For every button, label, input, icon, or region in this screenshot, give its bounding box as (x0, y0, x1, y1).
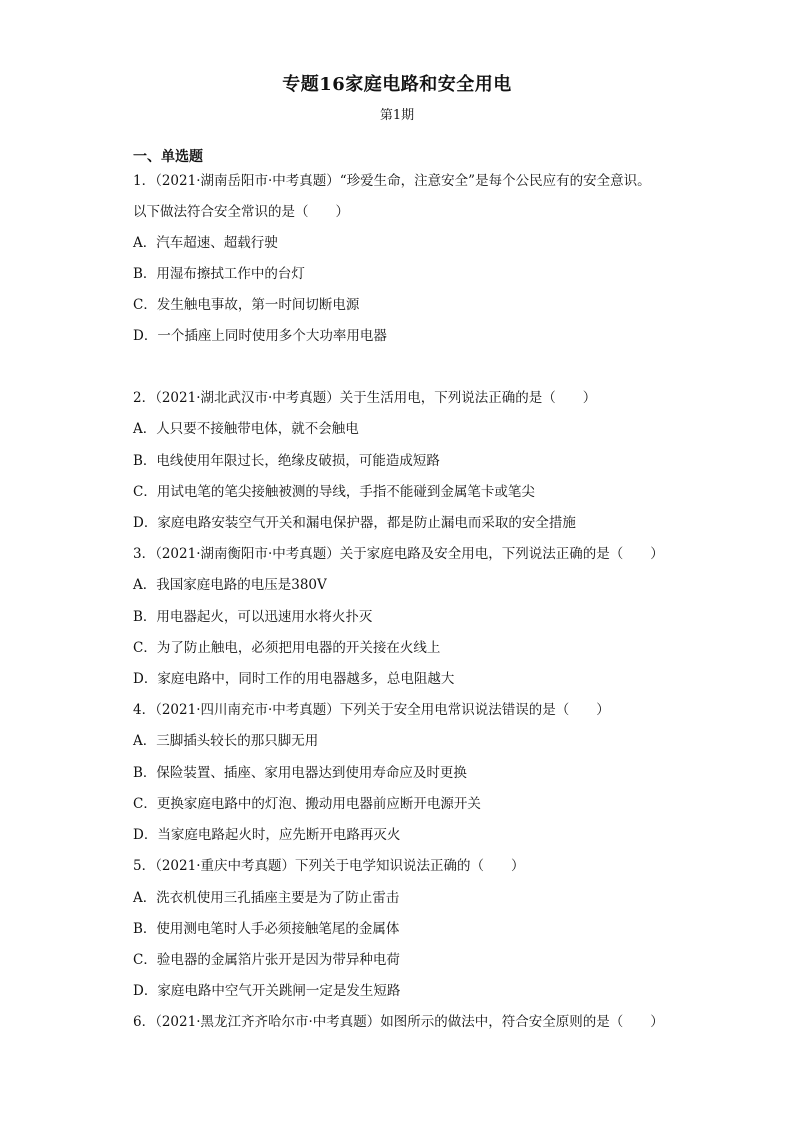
question-3-stem: 3．（2021·湖南衡阳市·中考真题）关于家庭电路及安全用电，下列说法正确的是（ ） (133, 546, 664, 562)
question-2-option-d: D．家庭电路安装空气开关和漏电保护器，都是防止漏电而采取的安全措施 (133, 515, 576, 531)
question-2-stem: 2．（2021·湖北武汉市·中考真题）关于生活用电，下列说法正确的是（ ） (133, 390, 597, 406)
page-title: 专题16家庭电路和安全用电 (282, 74, 512, 95)
question-1-option-b: B．用湿布擦拭工作中的台灯 (133, 266, 305, 282)
question-6-stem: 6．（2021·黑龙江齐齐哈尔市·中考真题）如图所示的做法中，符合安全原则的是（ ） (133, 1014, 664, 1030)
question-1-option-d: D．一个插座上同时使用多个大功率用电器 (133, 328, 387, 344)
question-1-option-c: C．发生触电事故，第一时间切断电源 (133, 297, 360, 313)
page-subtitle: 第1期 (379, 108, 415, 123)
question-2-option-b: B．电线使用年限过长，绝缘皮破损，可能造成短路 (133, 453, 440, 469)
question-1-stem: 1．（2021·湖南岳阳市·中考真题）“珍爱生命，注意安全”是每个公民应有的安全意识。 (133, 173, 651, 189)
question-3-option-b: B．用电器起火，可以迅速用水将火扑灭 (133, 609, 373, 625)
question-4-option-b: B．保险装置、插座、家用电器达到使用寿命应及时更换 (133, 765, 467, 781)
question-5-option-b: B．使用测电笔时人手必须接触笔尾的金属体 (133, 921, 400, 937)
question-3-option-c: C．为了防止触电，必须把用电器的开关接在火线上 (133, 640, 441, 656)
question-1-stem-cont: 以下做法符合安全常识的是（ ） (133, 204, 349, 220)
question-5-option-d: D．家庭电路中空气开关跳闸一定是发生短路 (133, 983, 401, 999)
question-4-stem: 4．（2021·四川南充市·中考真题）下列关于安全用电常识说法错误的是（ ） (133, 702, 610, 718)
question-3-option-a: A．我国家庭电路的电压是380V (133, 577, 327, 593)
question-2-option-c: C．用试电笔的笔尖接触被测的导线，手指不能碰到金属笔卡或笔尖 (133, 484, 535, 500)
section-heading: 一、单选题 (133, 149, 203, 165)
question-1-option-a: A．汽车超速、超载行驶 (133, 235, 278, 251)
question-5-option-c: C．验电器的金属箔片张开是因为带异种电荷 (133, 952, 400, 968)
question-3-option-d: D．家庭电路中，同时工作的用电器越多，总电阻越大 (133, 671, 455, 687)
question-4-option-d: D．当家庭电路起火时，应先断开电路再灭火 (133, 827, 401, 843)
question-2-option-a: A．人只要不接触带电体，就不会触电 (133, 421, 359, 437)
question-5-stem: 5．（2021·重庆中考真题）下列关于电学知识说法正确的（ ） (133, 858, 525, 874)
question-5-option-a: A．洗衣机使用三孔插座主要是为了防止雷击 (133, 890, 400, 906)
question-4-option-c: C．更换家庭电路中的灯泡、搬动用电器前应断开电源开关 (133, 796, 481, 812)
question-4-option-a: A．三脚插头较长的那只脚无用 (133, 733, 319, 749)
